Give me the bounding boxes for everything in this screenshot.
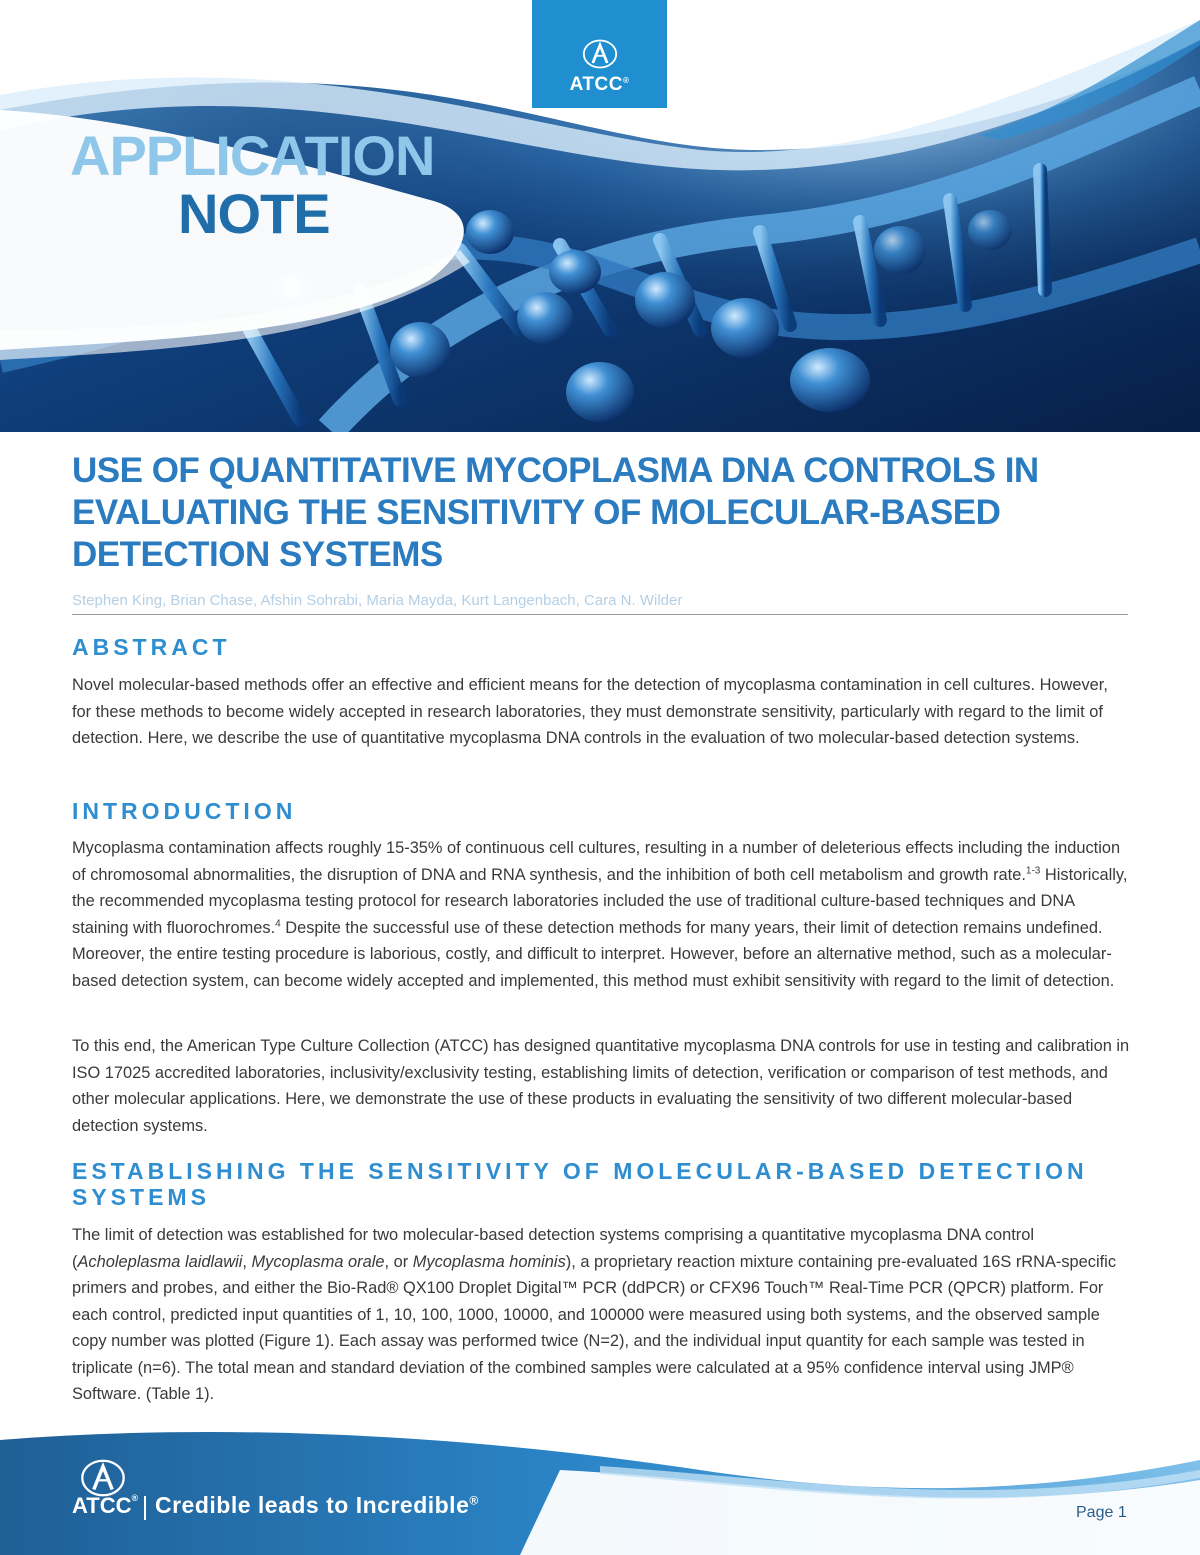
header-banner — [0, 0, 1200, 432]
footer-separator — [144, 1496, 146, 1520]
page-number: Page 1 — [1076, 1504, 1127, 1521]
abstract-heading: ABSTRACT — [72, 634, 231, 660]
species-name: Mycoplasma hominis — [412, 1252, 566, 1271]
footer-tagline: Credible leads to Incredible® — [155, 1492, 479, 1518]
author-divider — [72, 614, 1128, 615]
document-title: USE OF QUANTITATIVE MYCOPLASMA DNA CONTROLS IN EVALUATING THE SENSITIVITY OF MOLECULAR-BASED DETECTION SYSTEMS — [72, 451, 1039, 574]
atcc-logo-text: ATCC® — [569, 74, 630, 95]
footer-logo[interactable] — [72, 1458, 130, 1498]
introduction-heading: INTRODUCTION — [72, 798, 297, 824]
footer-banner — [0, 1420, 1200, 1555]
application-label: APPLICATION — [70, 124, 435, 187]
sensitivity-paragraph: The limit of detection was established for two molecular-based detection systems comprising a quantitative mycoplasma DNA control (Acholeplasma laidlawii, Mycoplasma orale, or Mycoplasma hominis), a proprietary reaction mixture containing pre-evaluated 16S rRNA-specific primers and probes, and either the Bio-Rad® QX100 Droplet Digital™ PCR (ddPCR) or CFX96 Touch™ Real-Time PCR (QPCR) platform. For each control, predicted input quantities of 1, 10, 100, 1000, 10000, and 100000 were measured using both systems, and the observed sample copy number was plotted (Figure 1). Each assay was performed twice (N=2), and the individual input quantity for each sample was tested in triplicate (n=6). The total mean and standard deviation of the combined samples were calculated at a 95% confidence interval using JMP® Software. (Table 1). — [72, 1226, 1117, 1403]
sensitivity-heading: ESTABLISHING THE SENSITIVITY OF MOLECULAR-BASED DETECTION SYSTEMS — [72, 1158, 1088, 1210]
species-name: Mycoplasma orale — [251, 1252, 385, 1271]
atcc-logo-icon — [80, 1458, 126, 1498]
citation-1-3: 1-3 — [1025, 865, 1041, 877]
atcc-logo-icon — [582, 38, 618, 70]
introduction-paragraph-1: Mycoplasma contamination affects roughly 15-35% of continuous cell cultures, resulting in a number of deleterious effects including the induction of chromosomal abnormalities, the disruption of DNA and RNA synthesis, and the inhibition of both cell metabolism and growth rate.$^{1-3}$ Historically, the recommended mycoplasma testing protocol for research laboratories included the use of traditional culture-based techniques and DNA staining with fluorochromes.$^4$ Despite the successful use of these detection methods for many years, their limit of detection remains undefined. Moreover, the entire testing procedure is laborious, costly, and difficult to interpret. However, before an alternative method, such as a molecular-based detection system, can become widely accepted and implemented, this method must exhibit sensitivity with regard to the limit of detection. — [72, 839, 1128, 990]
species-name: Acholeplasma laidlawii — [77, 1252, 243, 1271]
citation-4: 4 — [275, 918, 281, 930]
abstract-paragraph: Novel molecular-based methods offer an effective and efficient means for the detection of mycoplasma contamination in cell cultures. However, for these methods to become widely accepted in research laboratories, they must demonstrate sensitivity, particularly with regard to the limit of detection. Here, we describe the use of quantitative mycoplasma DNA controls in the evaluation of two molecular-based detection systems. — [72, 676, 1108, 747]
introduction-paragraph-2: To this end, the American Type Culture Collection (ATCC) has designed quantitative mycoplasma DNA controls for use in testing and calibration in ISO 17025 accredited laboratories, inclusivity/exclusivity testing, establishing limits of detection, verification or comparison of test methods, and other molecular applications. Here, we demonstrate the use of these products in evaluating the sensitivity of two different molecular-based detection systems. — [72, 1037, 1130, 1135]
footer-brand: ATCC® — [72, 1493, 139, 1518]
footer-wave — [0, 1420, 1200, 1555]
atcc-logo-tab[interactable] — [532, 0, 667, 108]
author-list: Stephen King, Brian Chase, Afshin Sohrabi, Maria Mayda, Kurt Langenbach, Cara N. Wilder — [72, 592, 683, 609]
note-label: NOTE — [178, 182, 330, 245]
